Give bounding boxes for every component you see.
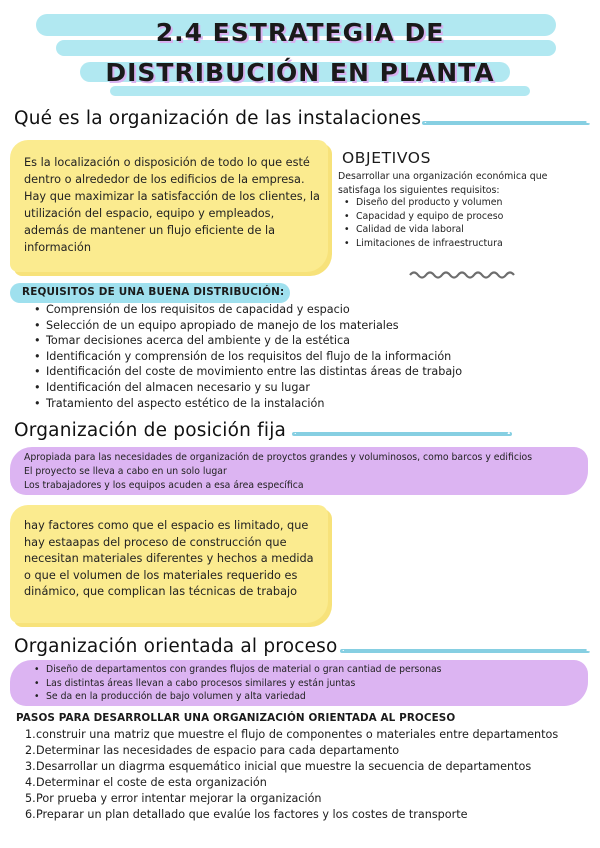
heading-dash-decoration <box>292 432 512 436</box>
list-item: • Capacidad y equipo de proceso <box>342 210 562 224</box>
step-text: Preparar un plan detallado que evalúe los factores y los costes de transporte <box>36 808 468 821</box>
step-number: 4. <box>25 776 36 789</box>
step-item <box>14 743 574 759</box>
text-line: El proyecto se lleva a cabo en un solo lugar <box>24 466 227 477</box>
posicion-fija-note: hay factores como que el espacio es limitado, que hay estaapas del proceso de construcción que necesitan materiales diferentes y hechos a medida o que el volumen de los materiales requerido es dinámico, que complican las técnicas de trabajo <box>24 519 314 598</box>
step-item <box>14 727 574 743</box>
heading-dash-decoration <box>422 121 590 125</box>
text-line: Apropiada para las necesidades de organización de proyctos grandes y voluminosos, como barcos y edificios <box>24 452 533 463</box>
list-item: • Calidad de vida laboral <box>342 223 562 237</box>
requisitos-heading: REQUISITOS DE UNA BUENA DISTRIBUCIÓN: <box>22 286 285 298</box>
steps-heading: PASOS PARA DESARROLLAR UNA ORGANIZACIÓN ORIENTADA AL PROCESO <box>16 712 456 724</box>
step-number: 3. <box>25 760 36 773</box>
list-item: • Comprensión de los requisitos de capacidad y espacio <box>32 302 572 318</box>
section-heading-posicion-fija: Organización de posición fija <box>14 420 287 441</box>
list-item: • Identificación del almacen necesario y su lugar <box>32 380 572 396</box>
steps-list <box>14 727 574 823</box>
list-item: • Tomar decisiones acerca del ambiente y de la estética <box>32 333 572 349</box>
list-item: • Diseño del producto y volumen <box>342 196 562 210</box>
objetivos-heading: OBJETIVOS <box>342 149 432 167</box>
step-number: 6. <box>25 808 36 821</box>
step-item <box>14 759 574 775</box>
step-item <box>14 775 574 791</box>
text-line: Los trabajadores y los equipos acuden a esa área específica <box>24 480 304 491</box>
objetivos-list <box>342 196 562 250</box>
list-item: • Tratamiento del aspecto estético de la instalación <box>32 396 572 412</box>
list-item: • Selección de un equipo apropiado de manejo de los materiales <box>32 318 572 334</box>
squiggle-divider-icon <box>408 268 516 280</box>
step-number: 1. <box>25 728 36 741</box>
section-heading-proceso: Organización orientada al proceso <box>14 636 338 657</box>
step-text: construir una matriz que muestre el flujo de componentes o materiales entre departamentos <box>36 728 559 741</box>
requisitos-list <box>32 302 572 411</box>
step-text: Determinar el coste de esta organización <box>36 776 267 789</box>
objetivos-intro: Desarrollar una organización económica que satisfaga los siguientes requisitos: <box>338 171 548 196</box>
list-item: • Se da en la producción de bajo volumen y alta variedad <box>32 690 584 704</box>
proceso-list <box>32 663 584 704</box>
definition-text: Es la localización o disposición de todo lo que esté dentro o alrededor de los edificios de la empresa. Hay que maximizar la satisfacción de los clientes, la utilización del espacio, equipo y empleados, además de mantener un flujo eficiente de la información <box>24 156 320 254</box>
step-number: 5. <box>25 792 36 805</box>
step-text: Desarrollar un diagrma esquemático inicial que muestre la secuencia de departamentos <box>36 760 532 773</box>
title-brush-stroke <box>110 86 530 96</box>
step-text: Determinar las necesidades de espacio para cada departamento <box>36 744 400 757</box>
list-item: • Diseño de departamentos con grandes flujos de material o gran cantiad de personas <box>32 663 584 677</box>
heading-dash-decoration <box>340 649 590 653</box>
page-title-line1: 2.4 ESTRATEGIA DE <box>155 18 445 47</box>
list-item: • Identificación y comprensión de los requisitos del flujo de la información <box>32 349 572 365</box>
list-item: • Identificación del coste de movimiento entre las distintas áreas de trabajo <box>32 364 572 380</box>
posicion-fija-lines <box>24 451 584 493</box>
list-item: • Limitaciones de infraestructura <box>342 237 562 251</box>
step-item <box>14 791 574 807</box>
list-item: • Las distintas áreas llevan a cabo procesos similares y están juntas <box>32 677 584 691</box>
page-title-line2: DISTRIBUCIÓN EN PLANTA <box>105 58 495 87</box>
step-number: 2. <box>25 744 36 757</box>
step-item <box>14 807 574 823</box>
section-heading-organizacion: Qué es la organización de las instalaciones <box>14 108 422 129</box>
step-text: Por prueba y error intentar mejorar la organización <box>36 792 322 805</box>
